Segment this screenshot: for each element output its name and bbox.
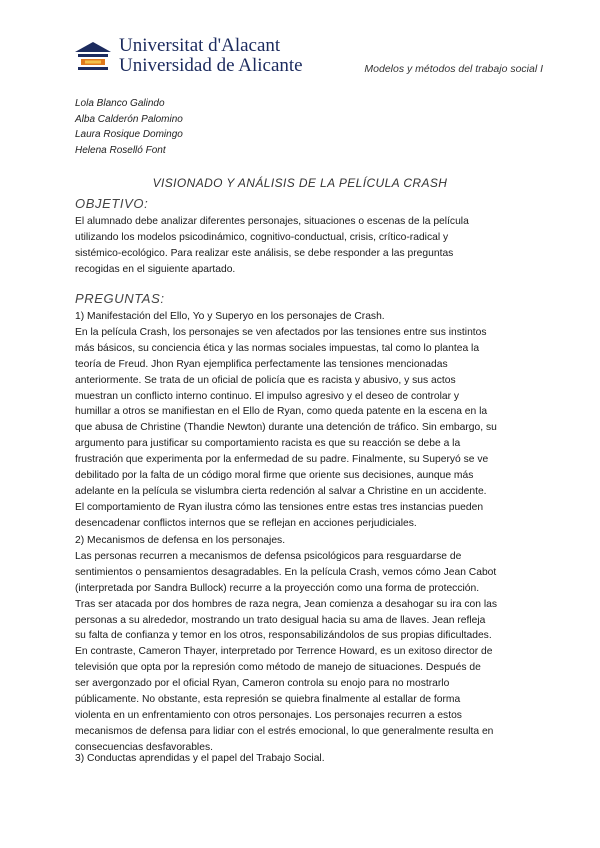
text-line: frustración que experimenta por la enfermedad de su padre. Finalmente, su Superyó se ve: [75, 454, 489, 466]
author-name: Helena Roselló Font: [75, 144, 166, 156]
text-line: consecuencias desfavorables.: [75, 741, 213, 753]
text-line: utilizando los modelos psicodinámico, cognitivo-conductual, crisis, crítico-radical y: [75, 231, 449, 243]
text-line: desencadenar conflictos internos que se reflejan en acciones perjudiciales.: [75, 517, 417, 529]
page-header: [73, 36, 543, 82]
course-name: Modelos y métodos del trabajo social I: [364, 63, 543, 75]
text-line: Tras ser atacada por dos hombres de raza negra, Jean comienza a desahogar su ira con las: [75, 598, 498, 610]
text-line: más básicos, su conciencia ética y las normas sociales impuestas, tal como lo plantea la: [75, 342, 480, 354]
text-line: sistémico-ecológico. Para realizar este análisis, se debe responder a las preguntas: [75, 247, 454, 259]
university-name-valencian: Universitat d'Alacant: [119, 35, 281, 56]
text-line: En contraste, Cameron Thayer, interpretado por Terrence Howard, es un exitoso director de: [75, 646, 493, 658]
question-3-title: 3) Conductas aprendidas y el papel del Trabajo Social.: [75, 753, 325, 764]
text-line: violenta en un enfrentamiento con otros personajes. Los personajes recurren a estos: [75, 709, 462, 721]
text-line: muestran un conflicto interno continuo. El impulso agresivo y el deseo de controlar y: [75, 390, 460, 402]
text-line: argumento para justificar su comportamiento racista es que su reacción se debe a la: [75, 438, 461, 450]
text-line: que abusa de Christine (Thandie Newton) durante una detención de tráfico. Sin embargo, su: [75, 422, 497, 434]
text-line: mecanismos de defensa para lidiar con el estrés emocional, lo que generalmente resulta en: [75, 725, 494, 737]
text-line: anteriormente. Se trata de un oficial de policía que es racista y abusivo, y sus actos: [75, 374, 456, 386]
question-1-section: [75, 309, 527, 532]
university-logo-icon: [73, 40, 113, 74]
text-line: recogidas en el siguiente apartado.: [75, 263, 236, 275]
text-line: El alumnado debe analizar diferentes personajes, situaciones o escenas de la película: [75, 216, 469, 227]
text-line: Las personas recurren a mecanismos de defensa psicológicos para resguardarse de: [75, 550, 462, 562]
author-name: Lola Blanco Galindo: [75, 98, 165, 109]
document-title: VISIONADO Y ANÁLISIS DE LA PELÍCULA CRASH: [152, 176, 448, 190]
text-line: públicamente. No obstante, esta represión se quiebra finalmente al estallar de forma: [75, 694, 461, 706]
author-list: [75, 96, 183, 158]
question-2-section: [75, 533, 527, 756]
text-line: humillar a otros se manifiestan en el Ello de Ryan, como queda patente en la escena en la: [75, 406, 488, 418]
text-line: ser avergonzado por el oficial Ryan, Cameron controla su enojo para no mostrarlo: [75, 678, 450, 690]
objective-heading: OBJETIVO:: [75, 196, 149, 211]
question-2-title: 2) Mecanismos de defensa en los personajes.: [75, 535, 286, 546]
text-line: su falta de confianza y temor en los otros, responsabilizándolos de sus propias dificultades.: [75, 630, 492, 642]
author-name: Laura Rosique Domingo: [75, 129, 183, 140]
question-3-section: [75, 751, 527, 767]
objective-paragraph: [75, 214, 527, 278]
question-1-title: 1) Manifestación del Ello, Yo y Superyo en los personajes de Crash.: [75, 311, 385, 322]
text-line: televisión que opta por la represión como método de manejo de situaciones. Después de: [75, 662, 481, 674]
questions-heading: PREGUNTAS:: [75, 291, 165, 306]
text-line: sentimientos o pensamientos desagradables. En la película Crash, vemos cómo Jean Cabot: [75, 566, 497, 578]
text-line: personas a su alrededor, mostrando un trato desigual hacia su ama de llaves. Jean refleja: [75, 614, 486, 626]
text-line: El comportamiento de Ryan ilustra cómo las tensiones entre estas tres instancias pueden: [75, 501, 484, 513]
author-name: Alba Calderón Palomino: [75, 113, 183, 125]
text-line: debilitado por la falta de un código moral firme que oriente sus decisiones, aunque más: [75, 470, 474, 482]
university-name: [119, 36, 303, 76]
text-line: teoría de Freud. Jhon Ryan ejemplifica perfectamente las tensiones mencionadas: [75, 358, 448, 370]
text-line: En la película Crash, los personajes se ven afectados por las tensiones entre sus instintos: [75, 326, 487, 338]
text-line: adelante en la película se vislumbra cierta redención al salvar a Christine en un accidente.: [75, 485, 487, 497]
university-name-spanish: Universidad de Alicante: [119, 55, 303, 76]
text-line: (interpretada por Sandra Bullock) recurre a la proyección como una forma de protección.: [75, 582, 480, 594]
